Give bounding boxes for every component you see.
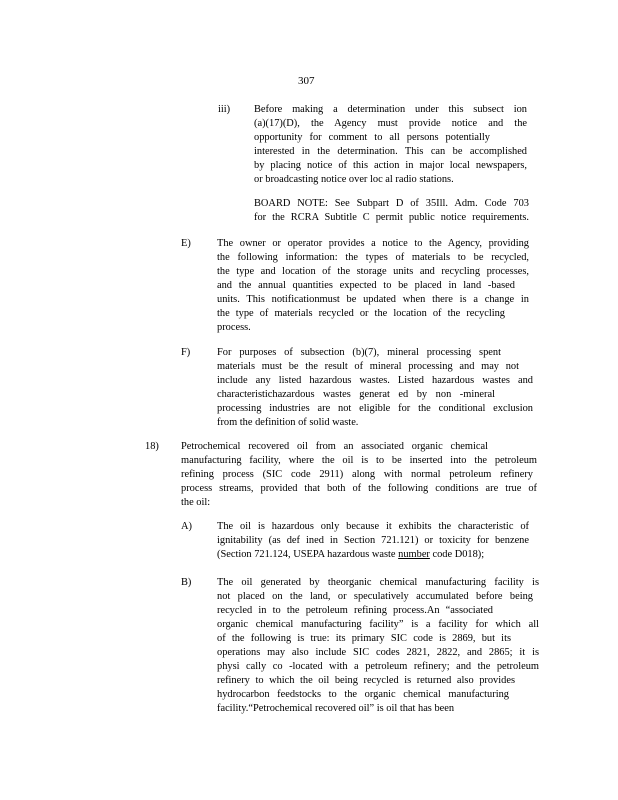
text-line: the type and location of the storage units and recycling processes, [217, 266, 529, 277]
text-line: process. [217, 322, 251, 333]
text-line: The oil generated by theorganic chemical manufacturing facility is [217, 577, 539, 588]
text-line: for the RCRA Subtitle C permit public notice requirements. [254, 212, 529, 223]
item-B-text [217, 576, 539, 716]
text-line: the oil: [181, 497, 211, 508]
item-F-text [217, 346, 533, 430]
text-line: For purposes of subsection (b)(7), mineral processing spent [217, 347, 501, 358]
item-B-label: B) [181, 577, 192, 588]
text-line: refining process (SIC code 2911) along with normal petroleum refinery [181, 469, 533, 480]
board-note [254, 197, 529, 225]
text-line: (a)(17)(D), the Agency must provide notice and the [254, 118, 527, 129]
item-E-text [217, 237, 529, 335]
text-line: opportunity for comment to all persons potentially [254, 132, 490, 143]
text-line: units. This notificationmust be updated when there is a change in [217, 294, 529, 305]
text-line: Before making a determination under this subsect ion [254, 104, 527, 115]
page-number: 307 [298, 75, 315, 87]
item-iii-label: iii) [218, 104, 231, 115]
text-line: processing industries are not eligible for the conditional exclusion [217, 403, 533, 414]
text-line: The oil is hazardous only because it exhibits the characteristic of [217, 521, 529, 532]
text-line: hydrocarbon feedstocks to the organic chemical manufacturing [217, 689, 509, 700]
text-line: organic chemical manufacturing facility” is a facility for which all [217, 619, 539, 630]
item-A-text [217, 520, 529, 562]
item-iii-text [254, 103, 527, 187]
text-line: BOARD NOTE: See Subpart D of 35Ill. Adm. Code 703 [254, 198, 529, 209]
item-F-label: F) [181, 347, 191, 358]
text-line: Petrochemical recovered oil from an associated organic chemical [181, 441, 488, 452]
text-line: or broadcasting notice over loc al radio stations. [254, 174, 454, 185]
text-segment: (Section 721.124, USEPA hazardous waste [217, 549, 399, 560]
text-line: and the annual quantities expected to be placed in land -based [217, 280, 515, 291]
item-18-label: 18) [145, 441, 159, 452]
text-line: The owner or operator provides a notice to the Agency, providing [217, 238, 529, 249]
text-line: characteristichazardous wastes generat ed by non -mineral [217, 389, 495, 400]
text-line: the following information: the types of materials to be recycled, [217, 252, 529, 263]
text-line: not placed on the land, or speculatively accumulated before being [217, 591, 533, 602]
item-A-label: A) [181, 521, 192, 532]
text-line: the type of materials recycled or the location of the recycling [217, 308, 505, 319]
text-line [217, 548, 529, 562]
text-line: manufacturing facility, where the oil is to be inserted into the petroleum [181, 455, 537, 466]
underlined-word: number [398, 549, 430, 560]
text-line: include any listed hazardous wastes. Listed hazardous wastes and [217, 375, 533, 386]
item-E-label: E) [181, 238, 191, 249]
text-line: refinery to which the oil being recycled is returned also provides [217, 675, 515, 686]
text-line: materials must be the result of mineral processing and may not [217, 361, 519, 372]
text-line: from the definition of solid waste. [217, 417, 359, 428]
text-line: process streams, provided that both of the following conditions are true of [181, 483, 537, 494]
text-line: recycled in to the petroleum refining process.An “associated [217, 605, 493, 616]
text-line: ignitability (as def ined in Section 721.121) or toxicity for benzene [217, 535, 529, 546]
text-line: physi cally co -located with a petroleum refinery; and the petroleum [217, 661, 539, 672]
text-segment: code D018); [429, 549, 485, 560]
text-line: interested in the determination. This can be accomplished [254, 146, 527, 157]
text-line: facility.“Petrochemical recovered oil” is oil that has been [217, 703, 455, 714]
item-18-text [181, 440, 537, 510]
text-line: of the following is true: its primary SIC code is 2869, but its [217, 633, 511, 644]
text-line: by placing notice of this action in major local newspapers, [254, 160, 527, 171]
text-line: operations may also include SIC codes 2821, 2822, and 2865; it is [217, 647, 539, 658]
